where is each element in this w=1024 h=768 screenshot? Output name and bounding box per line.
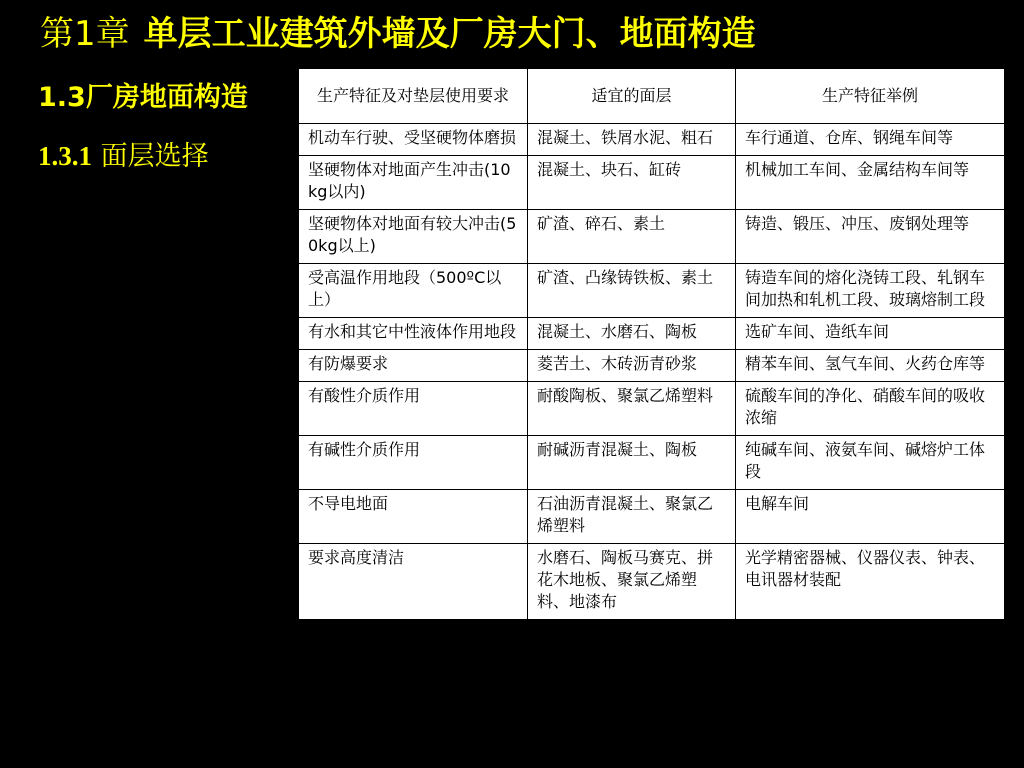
cell-surface-layer: 菱苦土、木砖沥青砂浆	[528, 350, 736, 382]
cell-production-feature: 机动车行驶、受坚硬物体磨损	[299, 124, 528, 156]
cell-example: 电解车间	[736, 490, 1005, 544]
column-header-surface-layer: 适宜的面层	[528, 69, 736, 124]
cell-production-feature: 坚硬物体对地面产生冲击(10kg以内)	[299, 156, 528, 210]
cell-surface-layer: 混凝土、块石、缸砖	[528, 156, 736, 210]
cell-production-feature: 有水和其它中性液体作用地段	[299, 318, 528, 350]
subsection-number: 1.3.1	[38, 141, 92, 171]
cell-example: 选矿车间、造纸车间	[736, 318, 1005, 350]
cell-surface-layer: 矿渣、碎石、素土	[528, 210, 736, 264]
cell-surface-layer: 混凝土、水磨石、陶板	[528, 318, 736, 350]
subsection-heading	[38, 138, 209, 175]
cell-surface-layer: 耐碱沥青混凝土、陶板	[528, 436, 736, 490]
table-row	[299, 350, 1005, 382]
cell-surface-layer: 矿渣、凸缘铸铁板、素土	[528, 264, 736, 318]
table-row	[299, 124, 1005, 156]
cell-example: 精苯车间、氢气车间、火药仓库等	[736, 350, 1005, 382]
floor-layer-table-container	[298, 68, 1004, 620]
cell-surface-layer: 耐酸陶板、聚氯乙烯塑料	[528, 382, 736, 436]
cell-example: 铸造、锻压、冲压、废钢处理等	[736, 210, 1005, 264]
cell-example: 光学精密器械、仪器仪表、钟表、电讯器材装配	[736, 544, 1005, 620]
column-header-production-feature: 生产特征及对垫层使用要求	[299, 69, 528, 124]
cell-production-feature: 受高温作用地段（500ºC以上）	[299, 264, 528, 318]
chapter-label: 第1章	[40, 14, 130, 54]
cell-production-feature: 要求高度清洁	[299, 544, 528, 620]
cell-example: 铸造车间的熔化浇铸工段、轧钢车间加热和轧机工段、玻璃熔制工段	[736, 264, 1005, 318]
cell-production-feature: 有防爆要求	[299, 350, 528, 382]
slide-title	[40, 10, 756, 58]
cell-production-feature: 不导电地面	[299, 490, 528, 544]
table-row	[299, 544, 1005, 620]
table-row	[299, 264, 1005, 318]
table-row	[299, 156, 1005, 210]
cell-example: 硫酸车间的净化、硝酸车间的吸收浓缩	[736, 382, 1005, 436]
column-header-examples: 生产特征举例	[736, 69, 1005, 124]
table-row	[299, 490, 1005, 544]
table-row	[299, 210, 1005, 264]
section-heading: 1.3厂房地面构造	[38, 82, 248, 113]
table-row	[299, 436, 1005, 490]
floor-layer-table	[298, 68, 1005, 620]
table-row	[299, 382, 1005, 436]
subsection-title: 面层选择	[100, 141, 209, 172]
cell-surface-layer: 水磨石、陶板马赛克、拼花木地板、聚氯乙烯塑料、地漆布	[528, 544, 736, 620]
table-body	[299, 124, 1005, 620]
cell-production-feature: 有酸性介质作用	[299, 382, 528, 436]
cell-example: 车行通道、仓库、钢绳车间等	[736, 124, 1005, 156]
table-header-row	[299, 69, 1005, 124]
cell-surface-layer: 混凝土、铁屑水泥、粗石	[528, 124, 736, 156]
table-row	[299, 318, 1005, 350]
cell-production-feature: 坚硬物体对地面有较大冲击(50kg以上)	[299, 210, 528, 264]
cell-example: 纯碱车间、液氨车间、碱熔炉工体段	[736, 436, 1005, 490]
cell-example: 机械加工车间、金属结构车间等	[736, 156, 1005, 210]
cell-surface-layer: 石油沥青混凝土、聚氯乙烯塑料	[528, 490, 736, 544]
cell-production-feature: 有碱性介质作用	[299, 436, 528, 490]
chapter-title: 单层工业建筑外墙及厂房大门、地面构造	[143, 14, 756, 54]
